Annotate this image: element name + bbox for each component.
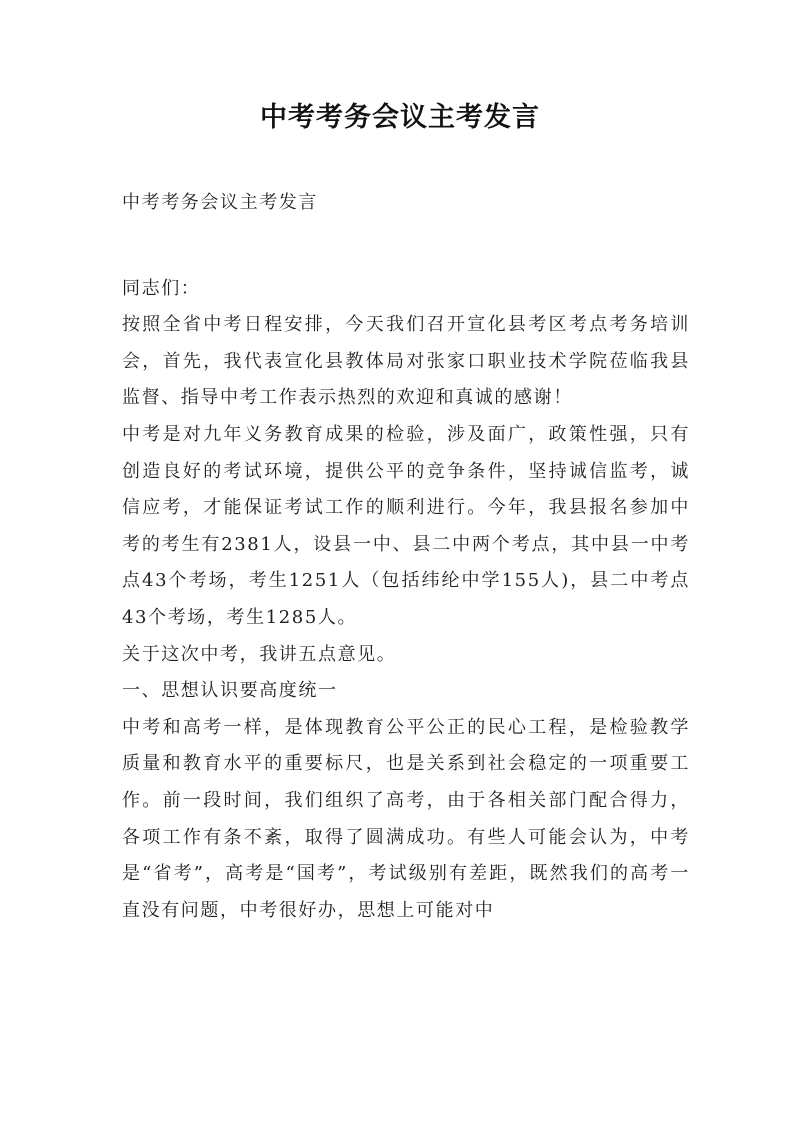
paragraph-opening: 按照全省中考日程安排，今天我们召开宣化县考区考点考务培训会，首先，我代表宣化县教体局对张家口职业技术学院莅临我县监督、指导中考工作表示热烈的欢迎和真诚的感谢！	[122, 314, 690, 409]
salutation: 同志们：	[122, 277, 201, 299]
section-heading-1: 一、思想认识要高度统一	[122, 680, 338, 702]
document-title: 中考考务会议主考发言	[260, 102, 540, 133]
paragraph-exam-overview: 中考是对九年义务教育成果的检验，涉及面广，政策性强，只有创造良好的考试环境，提供公平的竞争条件，坚持诚信监考，诚信应考，才能保证考试工作的顺利进行。今年，我县报名参加中考的考生有2381人，设县一中、县二中两个考点，其中县一中考点43个考场，考生1251人（包括纬纶中学155人)，县二中考点43个考场，考生1285人。	[122, 423, 690, 628]
document-subtitle: 中考考务会议主考发言	[122, 192, 318, 213]
document-body	[122, 185, 690, 929]
paragraph-five-points: 关于这次中考，我讲五点意见。	[122, 643, 397, 665]
paragraph-section-1: 中考和高考一样，是体现教育公平公正的民心工程，是检验教学质量和教育水平的重要标尺，也是关系到社会稳定的一项重要工作。前一段时间，我们组织了高考，由于各相关部门配合得力，各项工作有条不紊，取得了圆满成功。有些人可能会认为，中考是“省考”，高考是“国考”，考试级别有差距，既然我们的高考一直没有问题，中考很好办，思想上可能对中	[122, 716, 690, 921]
